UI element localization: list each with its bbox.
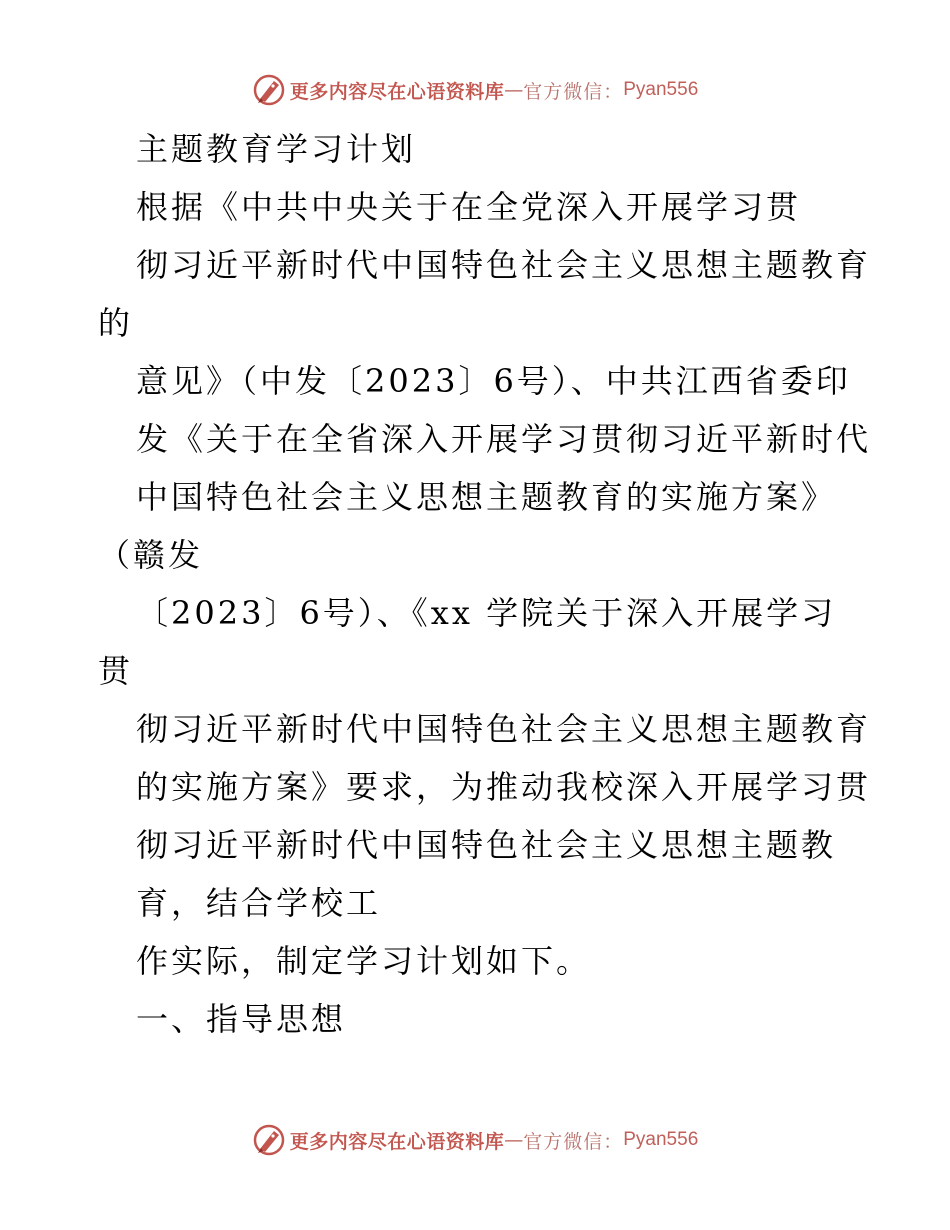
text-line: 贯 xyxy=(98,652,134,690)
watermark-sub-text: 官方微信： xyxy=(523,80,624,103)
watermark-dash: — xyxy=(504,79,524,101)
pen-nib-logo-icon xyxy=(252,73,286,107)
text-line: 〔2023〕6号）、《xx 学院关于深入开展学习 xyxy=(136,594,837,632)
text-line: 彻习近平新时代中国特色社会主义思想主题教育 xyxy=(136,710,872,748)
text-line: 根据《中共中央关于在全党深入开展学习贯 xyxy=(136,188,802,226)
watermark-wechat-id: Pyan556 xyxy=(623,79,699,100)
footer-watermark xyxy=(0,1120,950,1160)
pen-nib-logo-icon xyxy=(252,1123,286,1157)
watermark-dash: — xyxy=(504,1129,524,1151)
watermark-wechat-id: Pyan556 xyxy=(623,1129,699,1150)
text-line: 发《关于在全省深入开展学习贯彻习近平新时代 xyxy=(136,420,872,458)
text-line: 意见》（中发〔2023〕6号）、中共江西省委印 xyxy=(136,362,851,400)
text-line: 的 xyxy=(98,304,134,342)
text-line: 彻习近平新时代中国特色社会主义思想主题教育 xyxy=(136,246,872,284)
watermark-sub-text: 官方微信： xyxy=(523,1130,624,1153)
text-line: 的实施方案》要求，为推动我校深入开展学习贯 xyxy=(136,768,872,806)
text-line: 中国特色社会主义思想主题教育的实施方案》 xyxy=(136,478,837,516)
watermark-main-text: 更多内容尽在心语资料库 xyxy=(289,80,505,103)
text-line: 彻习近平新时代中国特色社会主义思想主题教 xyxy=(136,826,837,864)
document-title: 主题教育学习计划 xyxy=(136,130,417,168)
text-line: （赣发 xyxy=(98,536,204,574)
watermark-main-text: 更多内容尽在心语资料库 xyxy=(289,1130,505,1153)
text-line: 作实际，制定学习计划如下。 xyxy=(136,942,592,980)
header-watermark xyxy=(0,70,950,110)
text-line: 育，结合学校工 xyxy=(136,884,382,922)
section-heading: 一、指导思想 xyxy=(136,1000,347,1038)
